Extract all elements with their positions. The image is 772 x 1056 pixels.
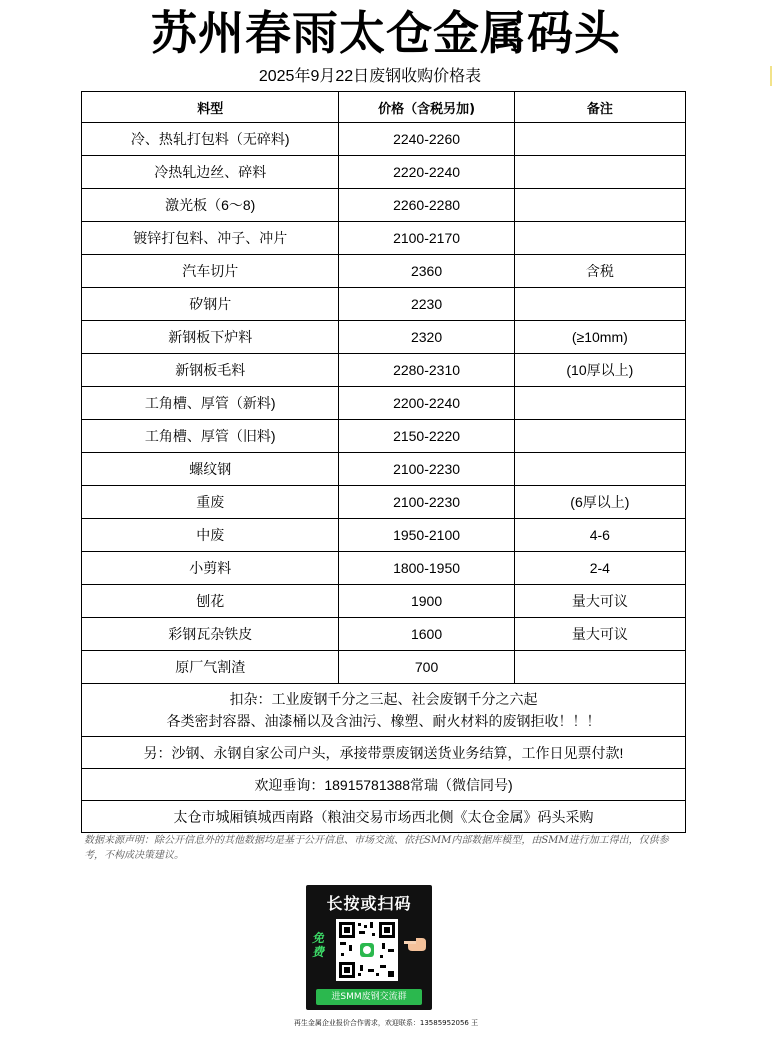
address-cell: 太仓市城厢镇城西南路（粮油交易市场西北侧《太仓金属》码头采购 (82, 801, 686, 833)
row-type-cell: 彩钢瓦杂铁皮 (82, 618, 339, 651)
table-row (82, 288, 686, 321)
table-row (82, 651, 686, 684)
header-type: 料型 (82, 92, 339, 123)
row-type-cell: 新钢板毛料 (82, 354, 339, 387)
header-price: 价格（含税另加) (339, 92, 514, 123)
deduction-cell (82, 684, 686, 737)
row-type-cell: 螺纹钢 (82, 453, 339, 486)
row-price-cell: 2100-2170 (339, 222, 514, 255)
join-group-button[interactable]: 进SMM废钢交流群 (316, 989, 422, 1005)
table-row (82, 585, 686, 618)
row-type-cell: 新钢板下炉料 (82, 321, 339, 354)
table-row (82, 255, 686, 288)
row-note-cell: (≥10mm) (514, 321, 685, 354)
row-price-cell: 2240-2260 (339, 123, 514, 156)
table-row (82, 519, 686, 552)
header-note: 备注 (514, 92, 685, 123)
row-price-cell: 1900 (339, 585, 514, 618)
row-note-cell: 含税 (514, 255, 685, 288)
row-type-cell: 工角槽、厚管（旧料) (82, 420, 339, 453)
row-type-cell: 冷热轧边丝、碎料 (82, 156, 339, 189)
qr-heading: 长按或扫码 (326, 894, 412, 913)
row-note-cell (514, 288, 685, 321)
page-title: 苏州春雨太仓金属码头 (151, 6, 621, 60)
row-price-cell: 2360 (339, 255, 514, 288)
deduction-row (82, 684, 686, 737)
row-note-cell (514, 156, 685, 189)
row-price-cell: 2280-2310 (339, 354, 514, 387)
page-subtitle: 2025年9月22日废钢收购价格表 (258, 68, 482, 85)
row-type-cell: 小剪料 (82, 552, 339, 585)
qr-code-icon (336, 919, 398, 981)
row-type-cell: 冷、热轧打包料（无碎料) (82, 123, 339, 156)
row-note-cell (514, 123, 685, 156)
pointing-hand-icon (402, 933, 428, 955)
row-price-cell: 2200-2240 (339, 387, 514, 420)
address-row (82, 801, 686, 833)
row-note-cell: 量大可议 (514, 618, 685, 651)
table-row (82, 420, 686, 453)
row-note-cell (514, 189, 685, 222)
row-note-cell: 4-6 (514, 519, 685, 552)
row-note-cell: (6厚以上) (514, 486, 685, 519)
qr-promo-card[interactable] (306, 885, 432, 1010)
row-type-cell: 原厂气割渣 (82, 651, 339, 684)
table-row (82, 156, 686, 189)
row-note-cell (514, 387, 685, 420)
row-price-cell: 1600 (339, 618, 514, 651)
row-type-cell: 汽车切片 (82, 255, 339, 288)
payment-cell: 另：沙钢、永钢自家公司户头，承接带票废钢送货业务结算，工作日见票付款! (82, 737, 686, 769)
row-price-cell: 2100-2230 (339, 486, 514, 519)
table-row (82, 486, 686, 519)
row-type-cell: 工角槽、厚管（新料) (82, 387, 339, 420)
table-row (82, 123, 686, 156)
deduction-line-2: 各类密封容器、油漆桶以及含油污、橡塑、耐火材料的废钢拒收！！！ (166, 713, 601, 729)
qr-code[interactable] (336, 919, 398, 981)
price-table (81, 91, 686, 833)
row-price-cell: 2230 (339, 288, 514, 321)
row-note-cell: 量大可议 (514, 585, 685, 618)
row-price-cell: 2100-2230 (339, 453, 514, 486)
row-note-cell (514, 222, 685, 255)
row-price-cell: 700 (339, 651, 514, 684)
row-type-cell: 中废 (82, 519, 339, 552)
table-body (82, 123, 686, 684)
row-type-cell: 激光板（6～8) (82, 189, 339, 222)
table-row (82, 321, 686, 354)
row-price-cell: 2220-2240 (339, 156, 514, 189)
table-row (82, 222, 686, 255)
table-row (82, 189, 686, 222)
footer-contact-note: 再生金属企业报价合作需求，欢迎联系：13585952056 王 (293, 1019, 479, 1027)
row-note-cell: (10厚以上) (514, 354, 685, 387)
qr-side-label: 免费 (312, 931, 325, 959)
table-row (82, 552, 686, 585)
payment-row (82, 737, 686, 769)
deduction-line-1: 扣杂：工业废钢千分之三起、社会废钢千分之六起 (229, 691, 538, 707)
row-type-cell: 矽钢片 (82, 288, 339, 321)
row-price-cell: 1950-2100 (339, 519, 514, 552)
row-note-cell (514, 420, 685, 453)
row-price-cell: 2150-2220 (339, 420, 514, 453)
row-price-cell: 1800-1950 (339, 552, 514, 585)
contact-cell: 欢迎垂询：18915781388常瑞（微信同号) (82, 769, 686, 801)
row-note-cell (514, 651, 685, 684)
contact-row (82, 769, 686, 801)
table-header-row (82, 92, 686, 123)
table-row (82, 387, 686, 420)
row-note-cell (514, 453, 685, 486)
row-type-cell: 镀锌打包料、冲子、冲片 (82, 222, 339, 255)
table-row (82, 618, 686, 651)
row-type-cell: 刨花 (82, 585, 339, 618)
data-source-disclaimer: 数据来源声明：除公开信息外的其他数据均是基于公开信息、市场交流、依托SMM内部数据库模型，由SMM进行加工得出，仅供参考，不构成决策建议。 (84, 835, 669, 861)
table-row (82, 453, 686, 486)
row-note-cell: 2-4 (514, 552, 685, 585)
row-type-cell: 重废 (82, 486, 339, 519)
row-price-cell: 2260-2280 (339, 189, 514, 222)
row-price-cell: 2320 (339, 321, 514, 354)
table-row (82, 354, 686, 387)
